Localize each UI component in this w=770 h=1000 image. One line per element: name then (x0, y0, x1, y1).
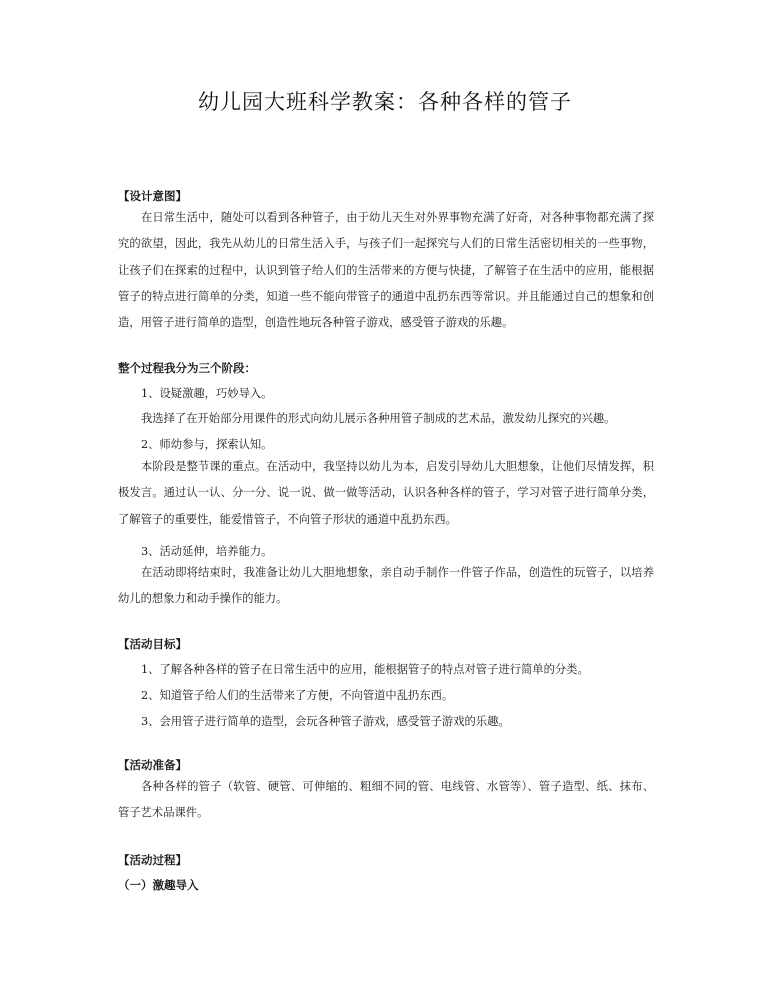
prep-heading: 【活动准备】 (118, 758, 187, 772)
goal-3: 3、会用管子进行简单的造型，会玩各种管子游戏，感受管子游戏的乐趣。 (141, 715, 510, 728)
stage-3-title: 3、活动延伸，培养能力。 (141, 545, 273, 558)
goal-1: 1、了解各种各样的管子在日常生活中的应用，能根据管子的特点对管子进行简单的分类。 (141, 663, 589, 676)
stages-heading: 整个过程我分为三个阶段： (118, 361, 256, 375)
stage-3-text: 在活动即将结束时，我准备让幼儿大胆地想象，亲自动手制作一件管子作品，创造性的玩管子，以培养幼儿的想象力和动手操作的能力。 (118, 566, 654, 606)
stage-1-text: 我选择了在开始部分用课件的形式向幼儿展示各种用管子制成的艺术品，激发幼儿探究的兴趣。 (141, 412, 616, 425)
design-intent-heading: 【设计意图】 (118, 189, 187, 203)
process-subheading-1: （一）激趣导入 (118, 878, 199, 892)
goal-2: 2、知道管子给人们的生活带来了方便，不向管道中乱扔东西。 (141, 689, 454, 702)
design-intent-text: 在日常生活中，随处可以看到各种管子，由于幼儿天生对外界事物充满了好奇，对各种事物都充满了探究的欲望，因此，我先从幼儿的日常生活入手，与孩子们一起探究与人们的日常生活密切相关的一些事物，让孩子们在探索的过程中，认识到管子给人们的生活带来的方便与快捷，了解管子在生活中的应用，能根据管子的特点进行简单的分类，知道一些不能向带管子的通道中乱扔东西等常识。并且能通过自己的想象和创造，用管子进行简单的造型，创造性地玩各种管子游戏，感受管子游戏的乐趣。 (118, 211, 654, 330)
document-title: 幼儿园大班科学教案：各种各样的管子 (198, 90, 572, 114)
stage-2-text: 本阶段是整节课的重点。在活动中，我坚持以幼儿为本，启发引导幼儿大胆想象，让他们尽情发挥，积极发言。通过认一认、分一分、说一说、做一做等活动，认识各种各样的管子，学习对管子进行简单分类，了解管子的重要性，能爱惜管子，不向管子形状的通道中乱扔东西。 (118, 460, 654, 526)
process-heading: 【活动过程】 (118, 853, 187, 867)
stage-2-title: 2、师幼参与，探索认知。 (141, 438, 273, 451)
stage-1-title: 1、设疑激趣，巧妙导入。 (141, 387, 273, 400)
prep-text: 各种各样的管子（软管、硬管、可伸缩的、粗细不同的管、电线管、水管等）、管子造型、纸、抹布、管子艺术品课件。 (118, 780, 654, 820)
goals-heading: 【活动目标】 (118, 637, 187, 651)
